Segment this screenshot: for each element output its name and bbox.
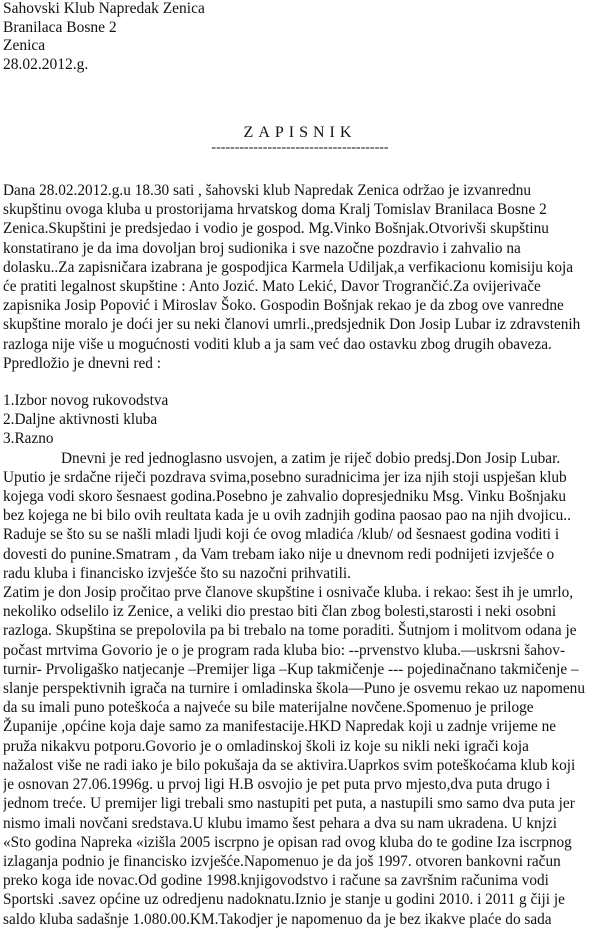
paragraph-line: jednom treće. U premijer ligi trebali smo nastupiti pet puta, a nastupili smo samo dva puta jer bbox=[3, 795, 575, 813]
city: Zenica bbox=[3, 37, 46, 54]
paragraph-line: preko koga ide novac.Od godine 1998.knjigovodstvo i račune sa završnim računima vodi bbox=[3, 872, 549, 890]
document-body bbox=[3, 181, 598, 929]
paragraph-line: razloga nije više u mogućnosti voditi klub a ja sam već dao ostavku zbog drugih obaveza. bbox=[3, 335, 552, 353]
paragraph-line: slanje perspektivnih igrača na turnire i omladinska škola—Puno je osvemu rekao uz napomenu bbox=[3, 680, 585, 698]
paragraph-line: razloga. Skupština se prepolovila pa bi trebalo na tome poraditi. Šutnjom i molitvom odana je bbox=[3, 622, 577, 640]
paragraph-line: skupštinu ovoga kluba u prostorijama hrvatskog doma Kralj Tomislav Branilaca Bosne 2 bbox=[3, 201, 547, 219]
street-address: Branilaca Bosne 2 bbox=[3, 18, 117, 36]
paragraph-minutes bbox=[3, 468, 598, 929]
paragraph-line: kojega vodi skoro šesnaest godina.Posebno je zahvalio dopresjedniku Msg. Vinku Bošnjaku bbox=[3, 488, 567, 506]
paragraph-line: nekoliko odselilo iz Zenice, a veliki dio prestao biti član zbog bolesti,starosti i neki osobni bbox=[3, 603, 557, 621]
paragraph-line: počast mrtvima Govorio je o je program rada kluba bio: --prvenstvo kluba.—uskrsni šahov- bbox=[3, 641, 566, 659]
paragraph-line: skupštine moralo je doći jer su neki članovi umrli.,predsjednik Don Josip Lubar iz zdravstenih bbox=[3, 316, 581, 334]
paragraph-line: turnir- Prvoligaško natjecanje –Premijer liga –Kup takmičenje --- pojedinačnano takmičenje – bbox=[3, 660, 579, 678]
document-title: ZAPISNIK bbox=[243, 124, 357, 141]
paragraph-line: Uputio je srdačne riječi pozdrava svima,posebno suradnicima jer iza njih stoji uspješan klub bbox=[3, 468, 567, 486]
paragraph-line: Sportski .savez općine uz odredjenu nadoknatu.Iznio je stanje u godini 2010. i 2011 g čiji je bbox=[3, 891, 565, 909]
paragraph-line: Raduje se što su se našli mladi ljudi koji će ovog mladića /klub/ od šesnaest godina voditi i bbox=[3, 526, 560, 544]
paragraph-line: Dnevni je red jednoglasno usvojen, a zatim je riječ dobio predsj.Don Josip Lubar. bbox=[61, 449, 561, 467]
paragraph-line: «Sto godina Napreka «izišla 2005 iscrpno je opisan rad ovog kluba do te godine Iza iscrpnog bbox=[3, 833, 572, 851]
paragraph-line: konstatirano je da ima dovoljan broj sudionika i sve nazočne pozdravio i zahvalio na bbox=[3, 239, 521, 257]
paragraph-line: će pratiti legalnost skupštine : Anto Jozić. Mato Lekić, Davor Trogrančić.Za ovijerivače bbox=[3, 278, 541, 296]
title-underline: -------------------------------------- bbox=[211, 140, 389, 155]
agenda-item: 3.Razno bbox=[3, 430, 54, 448]
paragraph-line: saldo kluba sadašnje 1.080.00.KM.Takodjer je napomenuo da je bez ikakve plaće do sada bbox=[3, 910, 552, 928]
paragraph-line: nismo imali novčani sredstava.U klubu imamo šest pehara a dva su nam ukradena. U knjzi bbox=[3, 814, 557, 832]
agenda-item: 2.Daljne aktivnosti kluba bbox=[3, 411, 158, 429]
paragraph-line: dovesti do punine.Smatram , da Vam trebam iako nije u dnevnom redi podnijeti izvješće o bbox=[3, 545, 555, 563]
paragraph-line: Županije ,općine koja daje samo za manifestacije.HKD Napredak koji u zadnje vrijeme ne bbox=[3, 718, 557, 736]
paragraph-opening bbox=[3, 181, 598, 373]
paragraph-line: Zenica.Skupštini je predsjedao i vodio je gospod. Mg.Vinko Bošnjak.Otvorivši skupštinu bbox=[3, 220, 549, 238]
paragraph-line: izlaganja podnio je financisko izvješće.Napomenuo je da još 1997. otvoren bankovni račun bbox=[3, 852, 561, 870]
paragraph-line: zapisnika Josip Popović i Miroslav Šoko. Gospodin Bošnjak rekao je da zbog ove vanredne bbox=[3, 297, 564, 315]
paragraph-line: Dana 28.02.2012.g.u 18.30 sati , šahovski klub Napredak Zenica održao je izvanrednu bbox=[3, 182, 532, 199]
paragraph-line: Ppredložio je dnevni red : bbox=[3, 354, 162, 372]
paragraph-line: bez kojega ne bi bilo ovih reultata kada je u ovih zadnjih godina paosao pao na njih dvojicu.. bbox=[3, 507, 571, 525]
sender-address bbox=[3, 0, 205, 74]
date: 28.02.2012.g. bbox=[3, 55, 89, 73]
paragraph-line: nažalost više ne radi iako je bilo pokušaja da se aktivira.Uaprkos svim poteškoćama klub koji bbox=[3, 756, 576, 774]
agenda-item: 1.Izbor novog rukovodstva bbox=[3, 392, 169, 410]
paragraph-line: radu kluba i financisko izvješće što su nazočni prihvatili. bbox=[3, 564, 351, 582]
agenda-list bbox=[3, 391, 598, 449]
paragraph-line: dolasku..Za zapisničara izabrana je gospodjica Karmela Udiljak,a verfikacionu komisiju koja bbox=[3, 258, 574, 276]
club-name: Sahovski Klub Napredak Zenica bbox=[3, 0, 205, 17]
paragraph-line: pruža nikakvu potporu.Govorio je o omladinskoj školi iz koje su nikli neki igrači koja bbox=[3, 737, 529, 755]
paragraph-line: Zatim je don Josip pročitao prve članove skupštine i osnivače kluba. i rekao: šest ih je umrlo, bbox=[3, 584, 574, 602]
paragraph-line: da su imali puno poteškoća a najveće su bile materijalne novčene.Spomenuo je priloge bbox=[3, 699, 534, 717]
paragraph-line: je osnovan 27.06.1996g. u prvoj ligi H.B osvojio je pet puta prvo mjesto,dva puta drugo i bbox=[3, 776, 551, 794]
